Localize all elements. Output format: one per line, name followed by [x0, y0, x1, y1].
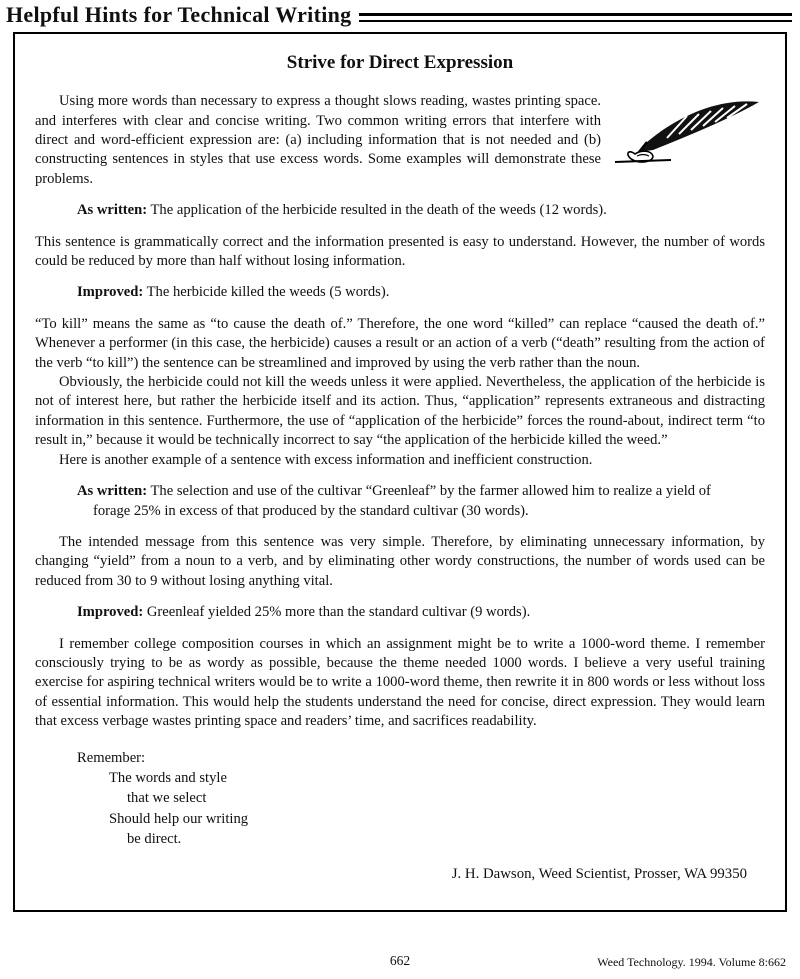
- page-number: 662: [389, 953, 411, 968]
- improved-label: Improved:: [77, 604, 144, 621]
- as-written-text: The selection and use of the cultivar “Greenleaf” by the farmer allowed him to realize a yield of forage 25% in excess of that produced by the standard cultivar (30 words).: [93, 483, 711, 519]
- poem-line: that we select: [127, 790, 207, 807]
- as-written-label: As written:: [77, 483, 148, 500]
- comment-after-example1: This sentence is grammatically correct and the information presented is easy to understand. However, the number of words could be reduced by more than half without losing information.: [35, 233, 765, 270]
- page-header-title: Helpful Hints for Technical Writing: [6, 2, 352, 27]
- page-footer: [0, 953, 800, 973]
- header-double-rule: [359, 13, 792, 22]
- improved-text: Greenleaf yielded 25% more than the standard cultivar (9 words).: [146, 604, 531, 621]
- article-box: [13, 32, 787, 912]
- paragraph-to-kill: “To kill” means the same as “to cause the death of.” Therefore, the one word “killed” can replace “caused the death of.” Whenever a performer (in this case, the herbicide) causes a result or an action of a verb (“death” resulting from the action of the verb “to kill”) the sentence can be streamlined and improved by using the verb rather than the noun.: [35, 315, 765, 371]
- poem-lead: Remember:: [77, 749, 146, 766]
- improved2: [77, 603, 765, 622]
- poem-line: The words and style: [109, 769, 227, 786]
- improved-text: The herbicide killed the weeds (5 words).: [146, 284, 390, 301]
- paragraph-another-example: Here is another example of a sentence with excess information and inefficient construction.: [59, 451, 593, 468]
- improved1: [77, 283, 765, 302]
- paragraph-intended-message: The intended message from this sentence was very simple. Therefore, by eliminating unnecessary information, by changing “yield” from a noun to a verb, and by eliminating other wordy constructions, the number of words used can be reduced from 30 to 9 without losing anything vital.: [35, 533, 765, 589]
- journal-citation: Weed Technology. 1994. Volume 8:662: [597, 955, 786, 969]
- author-signature: J. H. Dawson, Weed Scientist, Prosser, WA 99350: [451, 865, 747, 882]
- example1-as-written: [77, 201, 765, 220]
- intro-paragraph: Using more words than necessary to express a thought slows reading, wastes printing space. and interferes with clear and concise writing. Two common writing errors that interfere with direct and word-efficient expression are: (a) including information that is not needed and (b) constructing sentences in styles that use excess words. Some examples will demonstrate these problems.: [35, 93, 601, 187]
- poem-line: be direct.: [127, 831, 182, 848]
- improved-label: Improved:: [77, 284, 144, 301]
- article-title: Strive for Direct Expression: [286, 52, 514, 74]
- paragraph-obviously: Obviously, the herbicide could not kill the weeds unless it were applied. Nevertheless, the application of the herbicide is not of interest here, but rather the herbicide itself and its action. Thus, “application” represents extraneous and distracting information in this sentence. Furthermore, the use of “application of the herbicide” forces the round-about, indirect term “to result in,” because it would be technically incorrect to say “the application of the herbicide killed the weed.”: [35, 374, 765, 449]
- page-header: [0, 0, 800, 27]
- poem-line: Should help our writing: [109, 810, 249, 827]
- closing-poem: [35, 748, 765, 850]
- intro-block: [35, 92, 765, 189]
- paragraph-college: I remember college composition courses in which an assignment might be to write a 1000-word theme. I remember consciously trying to be as wordy as possible, because the theme needed 1000 words. I believe a very useful training exercise for aspiring technical writers would be to write a 1000-word theme, then rewrite it in 800 words or less without loss of essential information. This would help the students understand the need for concise, direct expression. They would learn that excess verbage wastes printing space and readers’ time, and sacrifices readability.: [35, 635, 765, 730]
- quill-pen-illustration: [613, 94, 765, 168]
- example2-as-written: [77, 482, 765, 521]
- as-written-text: The application of the herbicide resulted in the death of the weeds (12 words).: [150, 202, 607, 219]
- as-written-label: As written:: [77, 202, 148, 219]
